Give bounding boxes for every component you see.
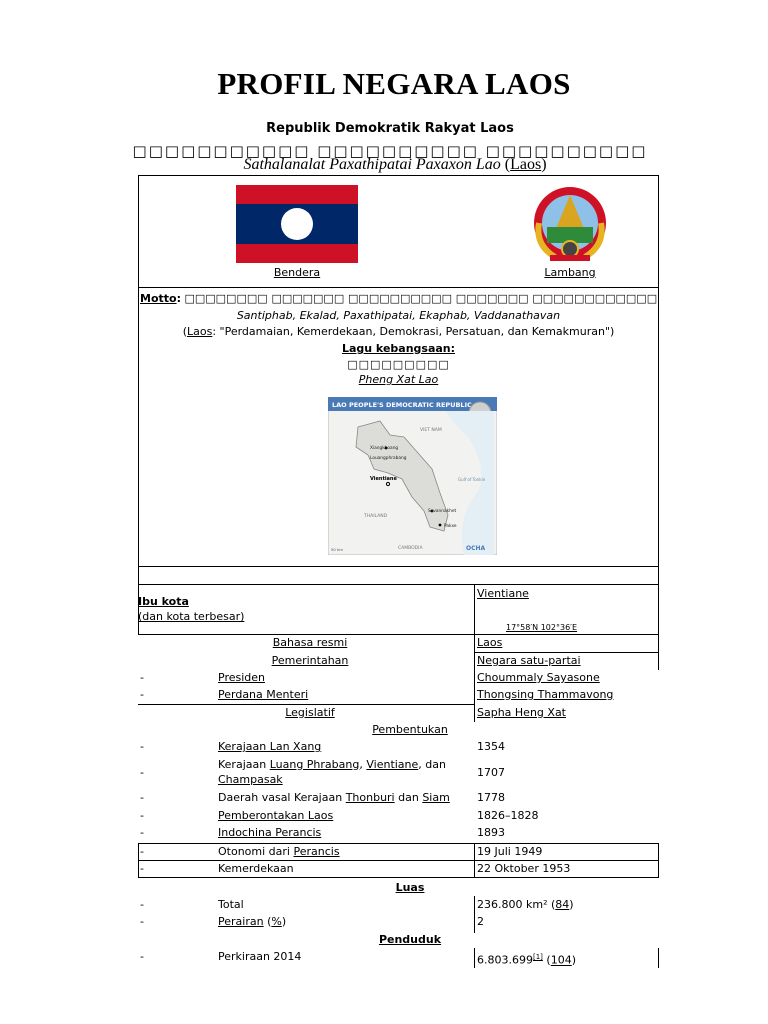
dash: - — [140, 688, 144, 701]
map-label-xiangkhoang: Xiangkhoang — [370, 446, 399, 451]
area-total-label: Total — [218, 898, 244, 911]
vassal-label: Daerah vasal Kerajaan Thonburi dan Siam — [218, 791, 450, 804]
flag-caption[interactable]: Bendera — [273, 266, 321, 279]
legislature-label[interactable]: Legislatif — [285, 706, 335, 719]
map-logo: OCHA — [466, 545, 486, 552]
dash: - — [140, 915, 144, 928]
motto-line — [140, 292, 657, 306]
dash: - — [140, 950, 144, 963]
anthem-label[interactable]: Lagu kebangsaan: — [341, 342, 456, 355]
motto-label[interactable]: Motto — [140, 292, 177, 305]
government-value[interactable]: Negara satu-partai — [477, 654, 581, 667]
emblem-caption[interactable]: Lambang — [544, 266, 596, 279]
map-label-cambodia: CAMBODIA — [398, 546, 423, 551]
dash: - — [140, 766, 144, 779]
population-estimate-value: 6.803.699[1] (104) — [477, 953, 576, 967]
kingdoms-value: 1707 — [477, 766, 505, 779]
capital-sublabel: (dan kota terbesar) — [138, 610, 245, 623]
independence-value: 22 Oktober 1953 — [477, 862, 571, 875]
map-label-thailand: THAILAND — [364, 514, 388, 519]
motto-lang-link[interactable]: Laos — [186, 325, 213, 338]
motto-romanized: Santiphab, Ekalad, Paxathipatai, Ekaphab, Vaddanathavan — [236, 309, 561, 322]
autonomy-value: 19 Juli 1949 — [477, 845, 543, 858]
area-heading[interactable]: Luas — [395, 881, 425, 894]
map-scale: 50 km — [331, 547, 343, 552]
water-link[interactable]: Perairan — [218, 915, 264, 928]
lang-open: ( — [504, 156, 511, 173]
indochina-label[interactable]: Indochina Perancis — [218, 826, 322, 839]
legislature-value[interactable]: Sapha Heng Xat — [477, 706, 566, 719]
motto-colon: : — [176, 292, 181, 305]
map-label-savannakhet: Savannakhet — [428, 509, 457, 514]
official-language-label[interactable]: Bahasa resmi — [272, 636, 348, 649]
laos-flag — [236, 185, 358, 263]
anthem-lao: □□□□□□□□□ — [347, 358, 450, 371]
kingdoms-label: Kerajaan Luang Phrabang, Vientiane, dan — [218, 758, 446, 771]
rebellion-label[interactable]: Pemberontakan Laos — [218, 809, 334, 822]
motto-translation — [140, 325, 657, 339]
government-label[interactable]: Pemerintahan — [271, 654, 349, 667]
prime-minister-label[interactable]: Perdana Menteri — [218, 688, 309, 701]
rebellion-value: 1826–1828 — [477, 809, 539, 822]
official-name-lao: □□□□□□□□□□□ □□□□□□□□□□ □□□□□□□□□□ — [132, 142, 648, 160]
lan-xang-value: 1354 — [477, 740, 505, 753]
capital-coords[interactable]: 17°58′N 102°36′E — [506, 623, 578, 632]
romanized-name: Sathalanalat Paxathipatai Paxaxon Lao — [243, 156, 501, 173]
map-label-gulf: Gulf of Tonkin — [458, 477, 486, 482]
dash: - — [140, 791, 144, 804]
formation-heading[interactable]: Pembentukan — [372, 723, 448, 736]
laos-location-map — [328, 397, 497, 555]
luang-phrabang-link[interactable]: Luang Phrabang — [269, 758, 360, 771]
president-label[interactable]: Presiden — [218, 671, 265, 684]
anthem-romanized[interactable]: Pheng Xat Lao — [358, 373, 439, 386]
map-label-pakxe: Pakxe — [444, 524, 457, 529]
flag-white-disc — [281, 208, 313, 240]
map-label-vietnam: VIET NAM — [420, 428, 442, 433]
france-link[interactable]: Perancis — [293, 845, 340, 858]
population-ref-link[interactable]: [1] — [532, 953, 543, 961]
translation-open: ( — [182, 325, 187, 338]
flag-red-bottom — [236, 244, 358, 263]
autonomy-label: Otonomi dari Perancis — [218, 845, 340, 858]
lan-xang-label[interactable]: Kerajaan Lan Xang — [218, 740, 322, 753]
official-name: Republik Demokratik Rakyat Laos — [266, 121, 514, 136]
vientiane-link[interactable]: Vientiane — [366, 758, 419, 771]
water-value: 2 — [477, 915, 484, 928]
dash: - — [140, 826, 144, 839]
thonburi-link[interactable]: Thonburi — [345, 791, 395, 804]
area-rank-link[interactable]: 84 — [555, 898, 570, 911]
dash: - — [140, 671, 144, 684]
translation-text: : "Perdamaian, Kemerdekaan, Demokrasi, Persatuan, dan Kemakmuran") — [212, 325, 615, 338]
prime-minister-value[interactable]: Thongsing Thammavong — [477, 688, 614, 701]
motto-lao: □□□□□□□□ □□□□□□□ □□□□□□□□□□ □□□□□□□ □□□□□□□□□□□□ — [184, 292, 658, 305]
dash: - — [140, 845, 144, 858]
president-value[interactable]: Choummaly Sayasone — [477, 671, 600, 684]
dash: - — [140, 898, 144, 911]
independence-label: Kemerdekaan — [218, 862, 294, 875]
vassal-value: 1778 — [477, 791, 505, 804]
siam-link[interactable]: Siam — [422, 791, 450, 804]
laos-language-link[interactable]: Laos — [510, 156, 542, 173]
map-banner: LAO PEOPLE'S DEMOCRATIC REPUBLIC — [332, 401, 472, 409]
dash: - — [140, 809, 144, 822]
flag-red-top — [236, 185, 358, 204]
page-title: PROFIL NEGARA LAOS — [217, 66, 571, 101]
dash: - — [140, 862, 144, 875]
population-estimate-label: Perkiraan 2014 — [218, 950, 302, 963]
capital-value[interactable]: Vientiane — [477, 587, 529, 600]
official-name-romanized — [0, 156, 768, 174]
champasak-link[interactable]: Champasak — [218, 773, 283, 786]
percent-link[interactable]: % — [271, 915, 282, 928]
area-total-value: 236.800 km² (84) — [477, 898, 574, 911]
map-label-louangphrabang: Louangphrabang — [370, 456, 407, 461]
laos-emblem — [525, 183, 615, 263]
population-rank-link[interactable]: 104 — [550, 953, 572, 967]
indochina-value: 1893 — [477, 826, 505, 839]
lang-close: ) — [541, 156, 547, 173]
map-label-vientiane: Vientiane — [370, 476, 397, 482]
official-language-value[interactable]: Laos — [477, 636, 503, 649]
population-heading[interactable]: Penduduk — [378, 933, 442, 946]
capital-label[interactable]: Ibu kota — [138, 595, 189, 608]
dash: - — [140, 740, 144, 753]
water-label: Perairan (%) — [218, 915, 287, 928]
